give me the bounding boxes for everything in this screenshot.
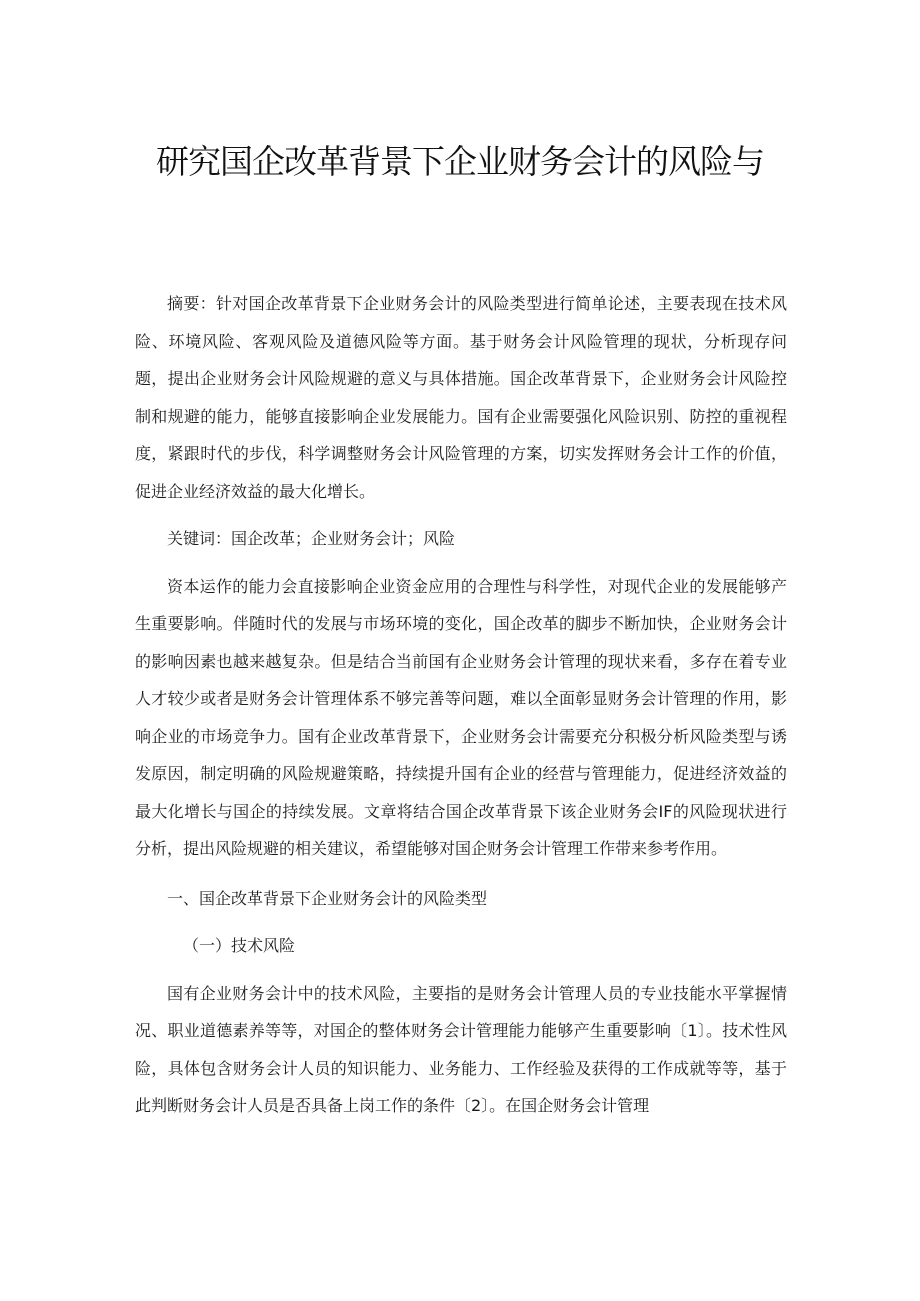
document-title: 研究国企改革背景下企业财务会计的风险与: [156, 142, 764, 181]
document-body: [135, 285, 787, 1125]
intro-paragraph: 资本运作的能力会直接影响企业资金应用的合理性与科学性，对现代企业的发展能够产生重要影响。伴随时代的发展与市场环境的变化，国企改革的脚步不断加快，企业财务会计的影响因素也越来越复杂。但是结合当前国有企业财务会计管理的现状来看，多存在着专业人才较少或者是财务会计管理体系不够完善等问题，难以全面彰显财务会计管理的作用，影响企业的市场竞争力。国有企业改革背景下，企业财务会计需要充分积极分析风险类型与诱发原因，制定明确的风险规避策略，持续提升国有企业的经营与管理能力，促进经济效益的最大化增长与国企的持续发展。文章将结合国企改革背景下该企业财务会IF的风险现状进行分析，提出风险规避的相关建议，希望能够对国企财务会计管理工作带来参考作用。: [135, 576, 787, 858]
abstract-paragraph: 摘要：针对国企改革背景下企业财务会计的风险类型进行简单论述，主要表现在技术风险、环境风险、客观风险及道德风险等方面。基于财务会计风险管理的现状，分析现存问题，提出企业财务会计风险规避的意义与具体措施。国企改革背景下，企业财务会计风险控制和规避的能力，能够直接影响企业发展能力。国有企业需要强化风险识别、防控的重视程度，紧跟时代的步伐，科学调整财务会计风险管理的方案，切实发挥财务会计工作的价值，促进企业经济效益的最大化增长。: [135, 294, 787, 501]
keywords-paragraph: 关键词：国企改革；企业财务会计；风险: [167, 529, 456, 548]
subsection-heading: （一）技术风险: [183, 936, 296, 955]
section-body-paragraph: 国有企业财务会计中的技术风险，主要指的是财务会计管理人员的专业技能水平掌握情况、职业道德素养等等，对国企的整体财务会计管理能力能够产生重要影响〔1〕。技术性风险，具体包含财务会计人员的知识能力、业务能力、工作经验及获得的工作成就等等，基于此判断财务会计人员是否具备上岗工作的条件〔2〕。在国企财务会计管理: [135, 983, 787, 1115]
section-heading: 一、国企改革背景下企业财务会计的风险类型: [167, 888, 488, 908]
